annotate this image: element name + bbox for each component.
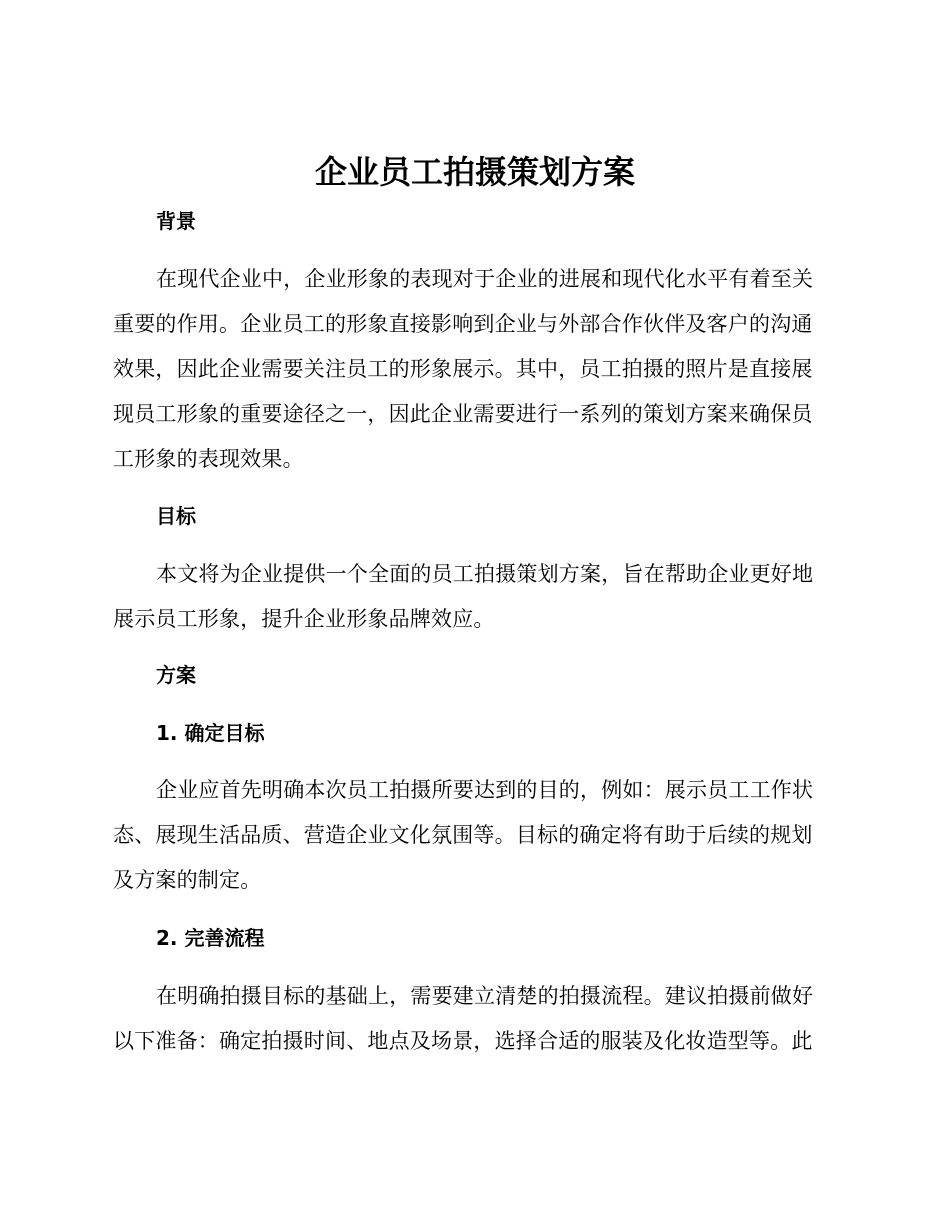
step1-paragraph bbox=[113, 768, 833, 903]
paragraph-line: 本文将为企业提供一个全面的员工拍摄策划方案，旨在帮助企业更好地 bbox=[156, 562, 814, 586]
step-heading-1: 1. 确定目标 bbox=[156, 721, 265, 745]
background-paragraph bbox=[113, 257, 833, 482]
paragraph-line: 效果，因此企业需要关注员工的形象展示。其中，员工拍摄的照片是直接展 bbox=[113, 357, 813, 381]
section-heading-background: 背景 bbox=[156, 209, 196, 233]
paragraph-line: 现员工形象的重要途径之一，因此企业需要进行一系列的策划方案来确保员 bbox=[113, 402, 813, 426]
goal-paragraph bbox=[113, 552, 833, 642]
step-heading-2: 2. 完善流程 bbox=[156, 926, 265, 950]
paragraph-line: 工形象的表现效果。 bbox=[113, 447, 304, 471]
paragraph-line: 及方案的制定。 bbox=[113, 868, 262, 892]
paragraph-line: 重要的作用。企业员工的形象直接影响到企业与外部合作伙伴及客户的沟通 bbox=[113, 312, 813, 336]
section-heading-plan: 方案 bbox=[156, 663, 196, 687]
document-title: 企业员工拍摄策划方案 bbox=[314, 153, 635, 191]
paragraph-line: 企业应首先明确本次员工拍摄所要达到的目的，例如：展示员工工作状 bbox=[156, 778, 814, 802]
paragraph-line: 态、展现生活品质、营造企业文化氛围等。目标的确定将有助于后续的规划 bbox=[113, 823, 813, 847]
paragraph-line: 在现代企业中，企业形象的表现对于企业的进展和现代化水平有着至关 bbox=[156, 267, 814, 291]
paragraph-line: 在明确拍摄目标的基础上，需要建立清楚的拍摄流程。建议拍摄前做好 bbox=[156, 984, 814, 1008]
paragraph-line: 以下准备：确定拍摄时间、地点及场景，选择合适的服装及化妆造型等。此 bbox=[113, 1029, 813, 1053]
paragraph-line: 展示员工形象，提升企业形象品牌效应。 bbox=[113, 607, 495, 631]
section-heading-goal: 目标 bbox=[156, 504, 196, 528]
step2-paragraph bbox=[113, 974, 833, 1064]
